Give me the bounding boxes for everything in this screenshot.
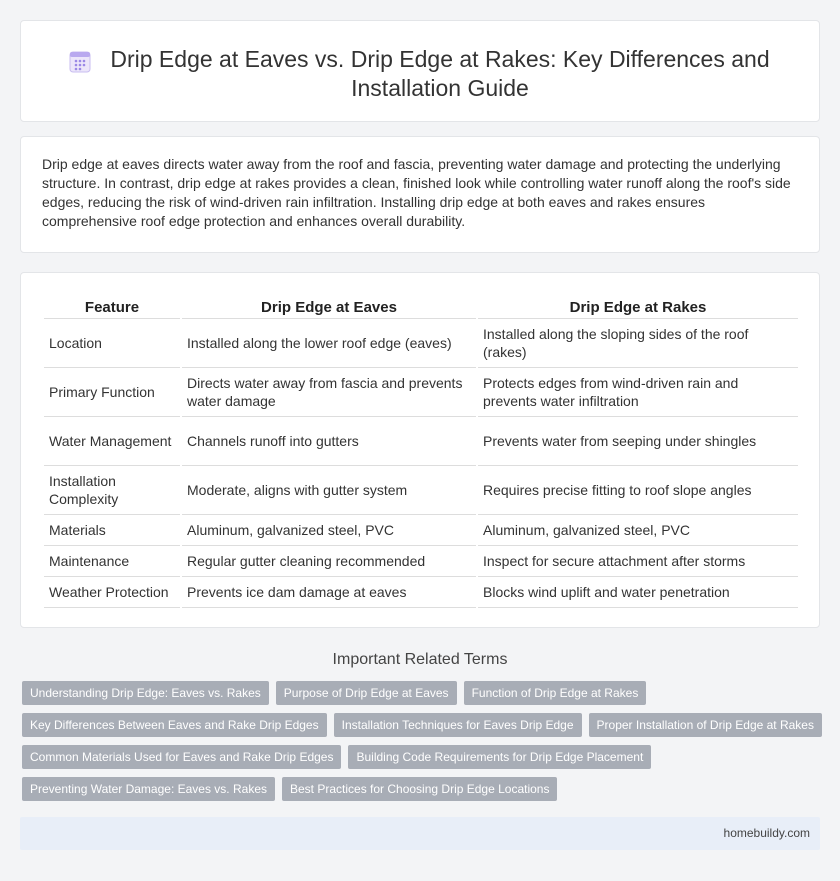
related-tag[interactable]: Installation Techniques for Eaves Drip Edge [334,713,582,737]
header-rakes: Drip Edge at Rakes [478,295,798,319]
cell-rakes: Aluminum, galvanized steel, PVC [478,515,798,546]
cell-rakes: Prevents water from seeping under shingles [478,417,798,466]
table-row [44,368,798,417]
related-terms-tags [22,681,822,809]
cell-feature: Primary Function [44,368,180,417]
tag-row [22,777,822,801]
comparison-table [42,295,800,608]
table-row [44,577,798,608]
cell-eaves: Channels runoff into gutters [182,417,476,466]
cell-eaves: Moderate, aligns with gutter system [182,466,476,515]
related-tag[interactable]: Preventing Water Damage: Eaves vs. Rakes [22,777,275,801]
cell-rakes: Requires precise fitting to roof slope angles [478,466,798,515]
header-card [20,20,820,122]
cell-rakes: Protects edges from wind-driven rain and prevents water infiltration [478,368,798,417]
header-feature: Feature [44,295,180,319]
cell-eaves: Directs water away from fascia and prevents water damage [182,368,476,417]
cell-eaves: Aluminum, galvanized steel, PVC [182,515,476,546]
tag-row [22,681,822,705]
cell-feature: Water Management [44,417,180,466]
related-tag[interactable]: Understanding Drip Edge: Eaves vs. Rakes [22,681,269,705]
header-title-wrap [61,45,799,103]
related-terms-title: Important Related Terms [332,651,508,668]
cell-eaves: Prevents ice dam damage at eaves [182,577,476,608]
tag-row [22,745,822,769]
cell-eaves: Regular gutter cleaning recommended [182,546,476,577]
table-header-row [44,295,798,319]
related-tag[interactable]: Function of Drip Edge at Rakes [464,681,647,705]
page-title: Drip Edge at Eaves vs. Drip Edge at Rakes: Key Differences and Installation Guide [110,46,770,101]
cell-feature: Maintenance [44,546,180,577]
cell-rakes: Inspect for secure attachment after storms [478,546,798,577]
table-row [44,319,798,368]
footer [20,817,820,850]
footer-site-link[interactable]: homebuildy.com [723,826,810,840]
cell-feature: Installation Complexity [44,466,180,515]
table-row [44,466,798,515]
tag-row [22,713,822,737]
intro-card [20,136,820,253]
cell-feature: Weather Protection [44,577,180,608]
related-tag[interactable]: Best Practices for Choosing Drip Edge Locations [282,777,557,801]
cell-eaves: Installed along the lower roof edge (eaves) [182,319,476,368]
comparison-card [20,272,820,628]
cell-rakes: Installed along the sloping sides of the roof (rakes) [478,319,798,368]
cell-feature: Materials [44,515,180,546]
related-tag[interactable]: Purpose of Drip Edge at Eaves [276,681,457,705]
intro-paragraph: Drip edge at eaves directs water away from the roof and fascia, preventing water damage and protecting the underlying structure. In contrast, drip edge at rakes provides a clean, finished look while controlling water runoff along the roof's side edges, reducing the risk of wind-driven rain infiltration. Installing drip edge at both eaves and rakes ensures comprehensive roof edge protection and enhances overall durability. [42,156,791,229]
related-tag[interactable]: Proper Installation of Drip Edge at Rakes [589,713,822,737]
related-tag[interactable]: Building Code Requirements for Drip Edge Placement [348,745,651,769]
table-row [44,417,798,466]
cell-rakes: Blocks wind uplift and water penetration [478,577,798,608]
table-row [44,546,798,577]
related-tag[interactable]: Common Materials Used for Eaves and Rake Drip Edges [22,745,341,769]
cell-feature: Location [44,319,180,368]
header-eaves: Drip Edge at Eaves [182,295,476,319]
related-tag[interactable]: Key Differences Between Eaves and Rake Drip Edges [22,713,327,737]
table-row [44,515,798,546]
